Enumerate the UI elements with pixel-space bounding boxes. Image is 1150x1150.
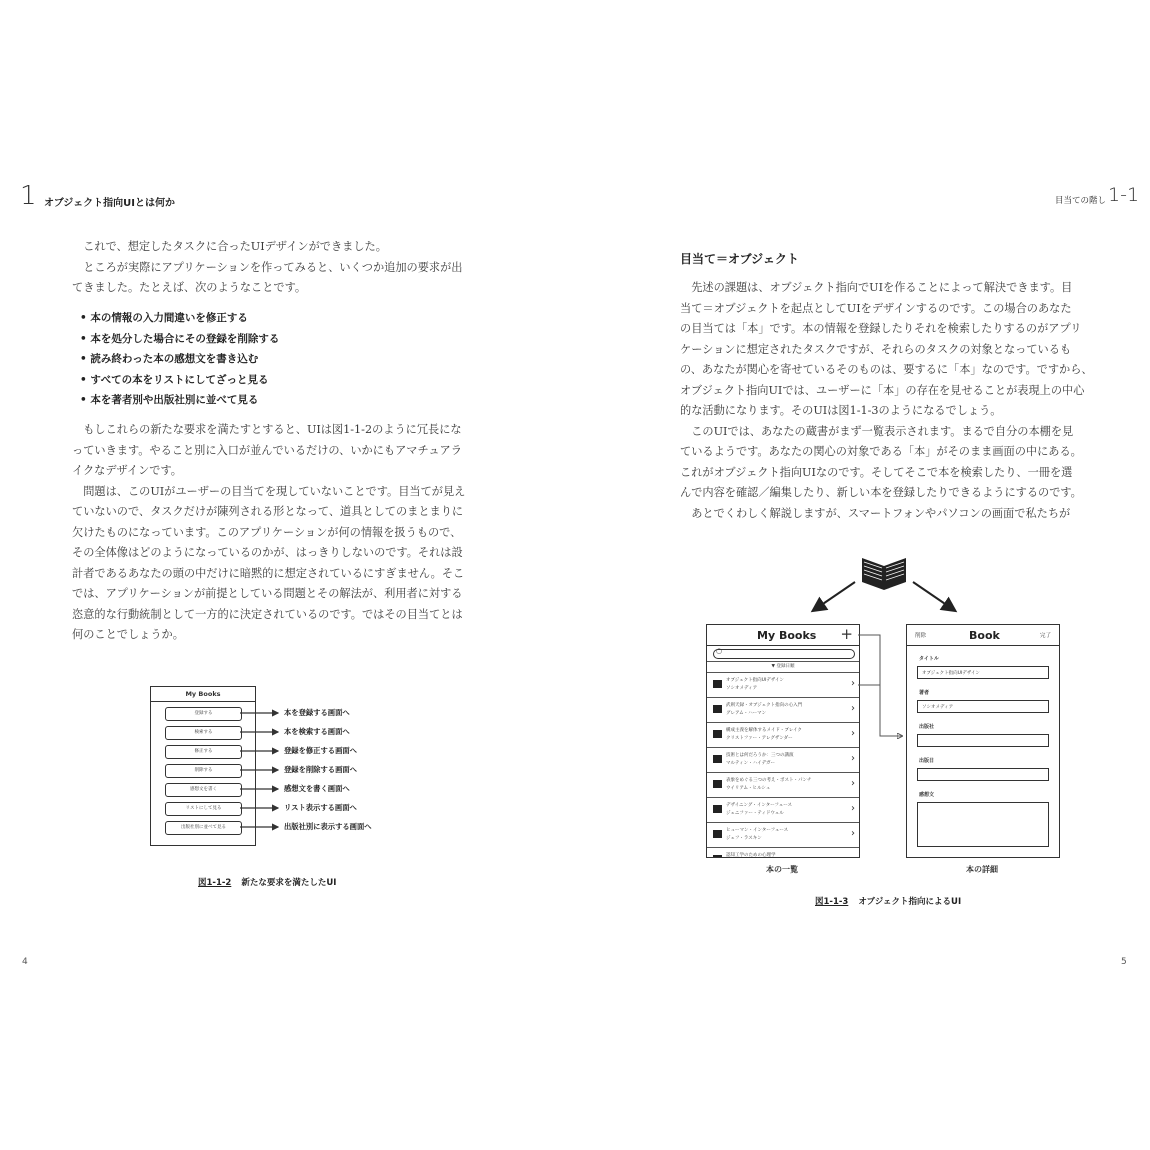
page-number: 5	[1121, 957, 1127, 967]
paragraph: ているようです。あなたの関心の対象である「本」がそのまま画面の中にある。	[680, 445, 1082, 458]
list-item	[707, 773, 859, 798]
list-item	[707, 673, 859, 698]
paragraph: 何のことでしょうか。	[72, 628, 184, 641]
done-button: 完了	[1039, 633, 1051, 639]
row-title: 認知工学のための心理学	[726, 853, 776, 858]
figure-label: 本を検索する画面へ	[284, 727, 350, 736]
list-item	[707, 698, 859, 723]
book-icon	[713, 705, 722, 713]
book-icon	[713, 805, 722, 813]
paragraph: の、あなたが関心を寄せているそのものは、要するに「本」なのです。ですから、	[680, 363, 1093, 376]
book-icon	[713, 780, 722, 788]
add-icon: +	[840, 625, 853, 643]
book-icon	[713, 755, 722, 763]
chevron-right-icon: ›	[851, 778, 855, 789]
paragraph: オブジェクト指向UIでは、ユーザーに「本」の存在を見せることが表現上の中心	[680, 383, 1085, 397]
mock-button: 修正する	[165, 745, 242, 759]
publisher-field	[917, 734, 1049, 747]
row-author: マルティン・ハイデガー	[726, 761, 776, 766]
body-text	[72, 420, 465, 646]
mock-button: 削除する	[165, 764, 242, 778]
chevron-right-icon: ›	[851, 753, 855, 764]
row-title: ヒューマン・インターフェース	[726, 828, 789, 833]
search-input	[713, 649, 855, 659]
row-author: ウイリアム・ヒルシュ	[726, 786, 771, 791]
list-item: • 本の情報の入力間違いを修正する	[80, 308, 279, 329]
field-label: 出版社	[919, 724, 935, 730]
figure-connectors	[840, 628, 910, 743]
figure-label: 出版社別に表示する画面へ	[284, 822, 372, 831]
book-icon	[713, 830, 722, 838]
chevron-right-icon: ›	[851, 703, 855, 714]
page-number: 4	[22, 957, 28, 967]
paragraph: もしこれらの新たな要求を満たすとすると、UIは図1-1-2のように冗長にな	[83, 423, 462, 436]
paragraph: てきました。たとえば、次のようなことです。	[72, 281, 307, 294]
field-label: 出版日	[919, 758, 935, 764]
paragraph: 恣意的な行動統制として一方的に決定されているのです。ではその目当てとは	[72, 607, 463, 621]
figure-caption	[198, 876, 336, 888]
detail-title: Book	[969, 629, 1000, 642]
row-title: オブジェクト指向UIデザイン	[726, 678, 784, 683]
book-detail-screen	[906, 624, 1060, 858]
field-label: 感想文	[919, 792, 935, 798]
section-header: 目当ての階し	[1055, 196, 1107, 206]
row-author: グレアム・ハーマン	[726, 711, 767, 716]
caption-text: 新たな要求を満たしたUI	[241, 878, 337, 888]
row-title: 技術とは何だろうか：三つの講演	[726, 753, 794, 758]
paragraph: 当て＝オブジェクトを起点としてUIをデザインするのです。この場合のあなた	[680, 301, 1072, 315]
figure-caption	[815, 895, 961, 907]
list-item: • すべての本をリストにしてざっと見る	[80, 370, 279, 391]
body-text	[680, 278, 1093, 524]
open-book-icon	[800, 548, 970, 618]
requirement-list	[80, 308, 279, 411]
author-field: ソシオメディア	[917, 700, 1049, 713]
paragraph: では、アプリケーションが前提としている問題とその解法が、利用者に対する	[72, 587, 463, 600]
chevron-right-icon: ›	[851, 678, 855, 689]
screen-title: My Books	[151, 687, 255, 702]
list-screen-label: 本の一覧	[766, 865, 798, 874]
row-author: ジェフ・ラスキン	[726, 836, 762, 841]
paragraph: っていきます。やること別に入口が並んでいるだけの、いかにもアマチュアラ	[72, 443, 462, 457]
row-title: 構成主義を解体するメイド・ブレイク	[726, 728, 802, 733]
paragraph: このUIでは、あなたの蔵書がまず一覧表示されます。まるで自分の本棚を見	[691, 424, 1074, 438]
intro-text	[72, 237, 462, 299]
row-author: ソシオメディア	[726, 686, 758, 691]
field-label: タイトル	[919, 656, 939, 662]
paragraph: んで内容を確認／編集したり、新しい本を登録したりできるようにするのです。	[680, 486, 1082, 499]
chapter-title: オブジェクト指向UIとは何か	[44, 198, 175, 209]
caption-text: オブジェクト指向によるUI	[858, 897, 962, 907]
publish-date-field	[917, 768, 1049, 781]
list-item	[707, 823, 859, 848]
list-item: • 読み終わった本の感想文を書き込む	[80, 349, 279, 370]
paragraph: ていないので、タスクだけが陳列される形となって、道具としてのまとまりに	[72, 505, 464, 518]
figure-label: 登録を修正する画面へ	[284, 746, 357, 755]
mock-button: 検索する	[165, 726, 242, 740]
chevron-right-icon: ›	[851, 728, 855, 739]
paragraph: ケーションに想定されたタスクですが、それらのタスクの対象となっているも	[680, 342, 1072, 356]
mock-button: リストにして見る	[165, 802, 242, 816]
list-title: My Books	[757, 629, 817, 642]
delete-button: 削除	[915, 633, 927, 639]
book-icon	[713, 855, 722, 858]
book-icon	[713, 680, 722, 688]
figure-label: リスト表示する画面へ	[284, 803, 357, 812]
paragraph: これがオブジェクト指向UIなのです。そしてそこで本を検索したり、一冊を選	[680, 465, 1073, 479]
paragraph: イクなデザインです。	[72, 464, 182, 477]
field-label: 著者	[919, 690, 930, 696]
paragraph: 欠けたものになっています。このアプリケーションが何の情報を扱うもので、	[72, 525, 462, 539]
paragraph: その全体像はどのようになっているのかが、はっきりしないのです。それは設	[72, 546, 463, 559]
paragraph: ところが実際にアプリケーションを作ってみると、いくつか追加の要求が出	[83, 260, 463, 274]
chevron-right-icon: ›	[851, 828, 855, 839]
paragraph: あとでくわしく解説しますが、スマートフォンやパソコンの画面で私たちが	[691, 506, 1071, 520]
row-title: 表象をめぐる三つの考え・ポスト・パンチ	[726, 778, 812, 783]
paragraph: 問題は、このUIがユーザーの目当てを現していないことです。目当てが見え	[83, 484, 466, 498]
mock-button: 登録する	[165, 707, 242, 721]
list-item	[707, 848, 859, 858]
book-list-screen	[706, 624, 860, 858]
figure-arrows	[240, 700, 284, 840]
section-heading: 目当て＝オブジェクト	[680, 252, 799, 266]
row-title: 武則天録・オブジェクト指向の心入門	[726, 703, 803, 708]
review-field	[917, 802, 1049, 847]
mock-button: 感想文を書く	[165, 783, 242, 797]
paragraph: 先述の課題は、オブジェクト指向でUIを作ることによって解決できます。目	[691, 281, 1073, 294]
figure-number: 図1-1-2	[198, 878, 232, 888]
figure-label: 本を登録する画面へ	[284, 708, 350, 717]
row-title: デザイニング・インターフェース	[726, 803, 793, 808]
paragraph: 計者であるあなたの頭の中だけに暗黙的に想定されているにすぎません。そこ	[72, 566, 465, 580]
figure-number: 図1-1-3	[815, 897, 849, 907]
section-number: 1-1	[1108, 184, 1140, 206]
list-item: • 本を著者別や出版社別に並べて見る	[80, 390, 279, 411]
row-author: ジェニファー・ティドウェル	[726, 811, 784, 816]
paragraph: の目当ては「本」です。本の情報を登録したりそれを検索したりするのがアプリ	[680, 322, 1082, 335]
list-item	[707, 798, 859, 823]
row-author: クリストファー・アレグザンダー	[726, 736, 793, 741]
detail-screen-label: 本の詳細	[966, 865, 998, 874]
paragraph: 的な活動になります。そのUIは図1-1-3のようになるでしょう。	[680, 404, 1002, 417]
book-icon	[713, 730, 722, 738]
mock-button: 出版社別に並べて見る	[165, 821, 242, 835]
figure-label: 登録を削除する画面へ	[284, 765, 357, 774]
list-item	[707, 723, 859, 748]
title-field: オブジェクト指向UIデザイン	[917, 666, 1049, 679]
chapter-number: 1	[20, 181, 37, 211]
list-item	[707, 748, 859, 773]
search-icon: ○	[716, 647, 723, 655]
group-header: ▼ 登録日順	[707, 661, 859, 673]
paragraph: これで、想定したタスクに合ったUIデザインができました。	[83, 240, 387, 253]
list-item: • 本を処分した場合にその登録を削除する	[80, 329, 279, 350]
chevron-right-icon: ›	[851, 803, 855, 814]
figure-label: 感想文を書く画面へ	[284, 784, 350, 793]
